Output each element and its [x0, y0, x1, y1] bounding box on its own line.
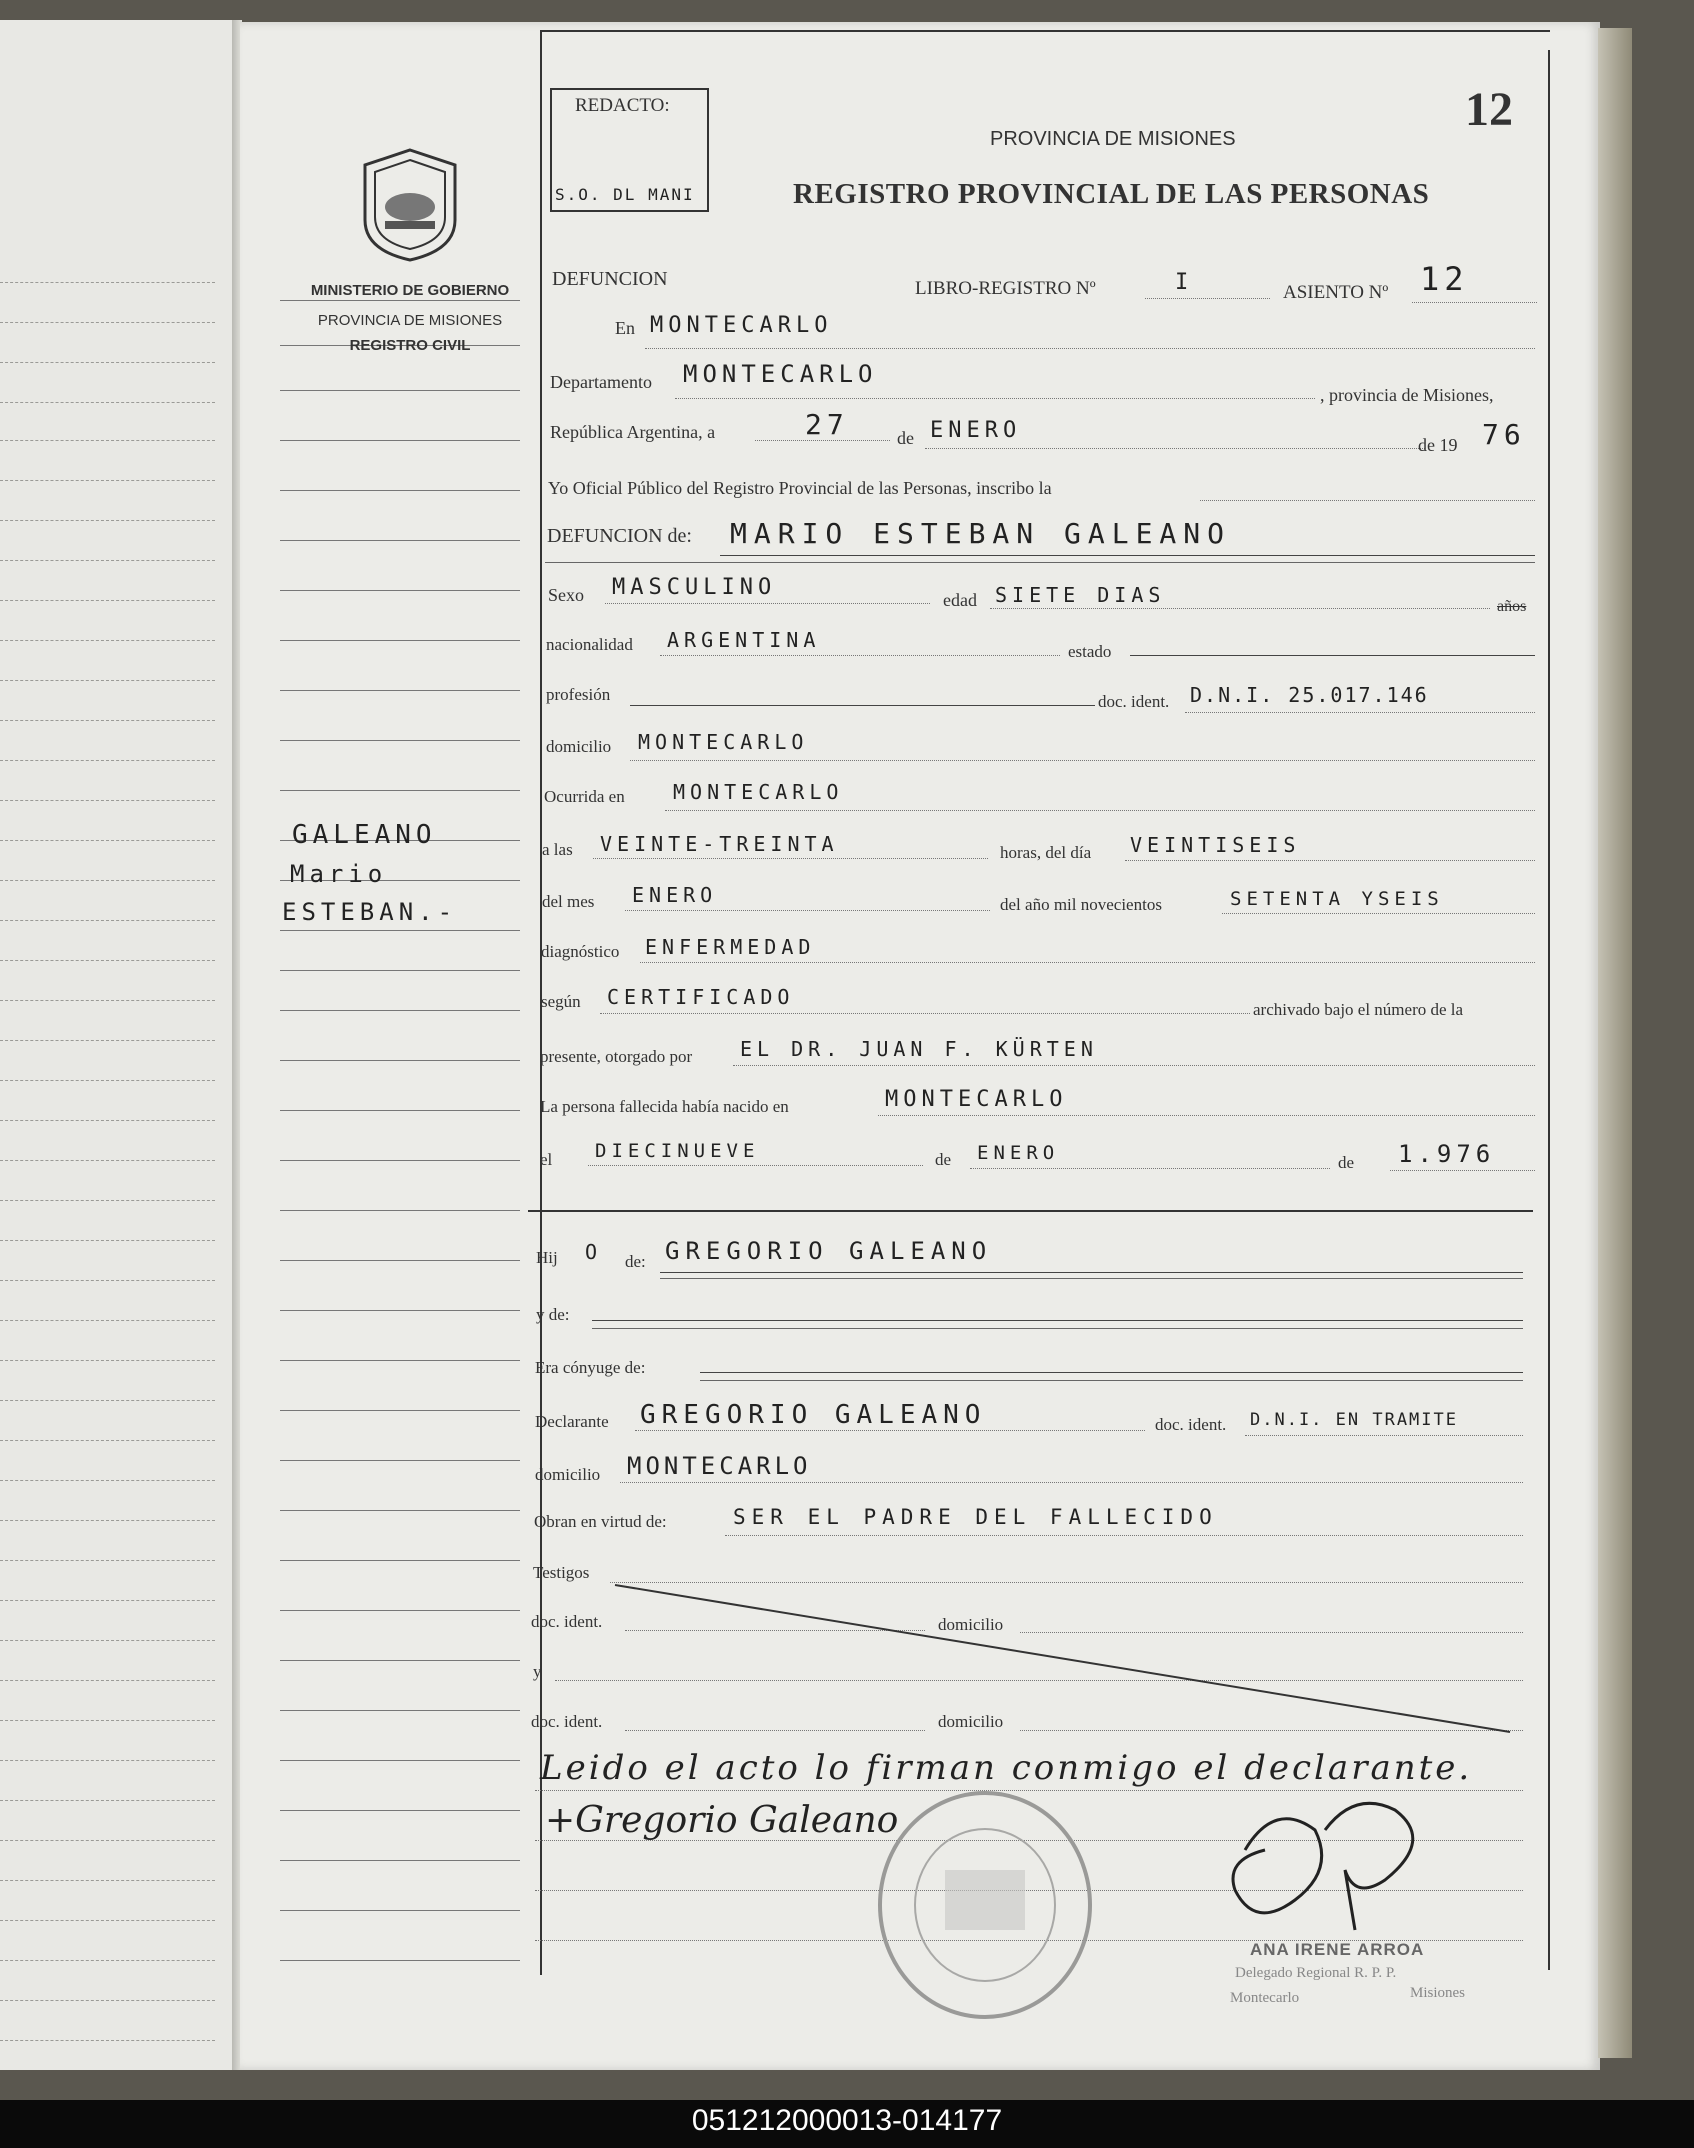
asiento-value: 12: [1420, 260, 1469, 298]
departamento-label: Departamento: [550, 372, 652, 392]
official-title: Delegado Regional R. P. P.: [1235, 1965, 1397, 1981]
obran-value: SER EL PADRE DEL FALLECIDO: [733, 1505, 1218, 1529]
conyuge-label: Era cónyuge de:: [535, 1358, 646, 1377]
edad-label: edad: [943, 590, 977, 610]
profesion-label: profesión: [546, 685, 611, 704]
testigo2-label: y: [533, 1662, 542, 1681]
presente-value: EL DR. JUAN F. KÜRTEN: [740, 1037, 1098, 1061]
margin-firstname: Mario: [290, 860, 388, 888]
departamento-value: MONTECARLO: [683, 360, 878, 388]
presente-label: presente, otorgado por: [540, 1047, 693, 1066]
estado-label: estado: [1068, 642, 1112, 661]
ocurrida-value: MONTECARLO: [673, 780, 844, 804]
redacto-label: REDACTO:: [575, 95, 670, 116]
hijo-label: Hij: [536, 1248, 558, 1267]
declarante-dom-value: MONTECARLO: [627, 1452, 812, 1480]
testigos-label: Testigos: [533, 1563, 590, 1582]
official-place1: Montecarlo: [1230, 1990, 1300, 2006]
republica-label: República Argentina, a: [550, 422, 716, 442]
asiento-label: ASIENTO Nº: [1283, 282, 1389, 303]
de-label: de: [897, 428, 914, 448]
obran-label: Obran en virtud de:: [534, 1512, 667, 1531]
ministry-line1: MINISTERIO DE GOBIERNO: [310, 282, 510, 299]
a-las-value: VEINTE-TREINTA: [600, 832, 839, 856]
y-de-label: y de:: [536, 1305, 570, 1324]
en-value: MONTECARLO: [650, 313, 833, 338]
document-id: 051212000013-014177: [691, 2104, 1003, 2137]
margin-middlename: ESTEBAN.-: [282, 898, 458, 926]
diagnostico-value: ENFERMEDAD: [645, 935, 816, 959]
ministry-line3: REGISTRO CIVIL: [349, 337, 471, 354]
hijo-suffix: O: [585, 1240, 603, 1264]
defuncion-label: DEFUNCION: [552, 268, 668, 290]
anos-label: años: [1497, 598, 1527, 615]
edad-value: SIETE DIAS: [995, 583, 1166, 607]
declarante-dom-label: domicilio: [535, 1465, 601, 1484]
de3-label: de: [1338, 1153, 1355, 1172]
form-frame-right: [1548, 50, 1550, 1970]
section-divider: [528, 1210, 1533, 1212]
testigo2-dom-label: domicilio: [938, 1712, 1004, 1731]
mes-value: ENERO: [930, 418, 1022, 443]
del-mes-label: del mes: [542, 892, 595, 911]
provincia-label: , provincia de Misiones,: [1320, 385, 1494, 405]
del-mes-value: ENERO: [632, 883, 718, 907]
declarante-value: GREGORIO GALEANO: [640, 1400, 987, 1430]
official-place2: Misiones: [1410, 1985, 1466, 2001]
defuncion-de-value: MARIO ESTEBAN GALEANO: [730, 517, 1232, 550]
declarante-doc-label: doc. ident.: [1155, 1415, 1227, 1434]
declarante-signature: +Gregorio Galeano: [545, 1800, 899, 1841]
coat-of-arms-seal: [355, 145, 465, 265]
de19-label: de 19: [1418, 435, 1458, 455]
hijo-de-label: de:: [625, 1252, 646, 1271]
anio-value: 76: [1482, 418, 1526, 451]
horas-label: horas, del día: [1000, 843, 1092, 862]
page-edge: [1598, 28, 1632, 2058]
official-round-stamp: [870, 1785, 1100, 2025]
form-frame-top: [540, 30, 1550, 32]
nacionalidad-value: ARGENTINA: [667, 628, 821, 652]
header-province: PROVINCIA DE MISIONES: [990, 128, 1236, 150]
oficial-text: Yo Oficial Público del Registro Provincial de las Personas, inscribo la: [548, 478, 1052, 498]
horas-value: VEINTISEIS: [1130, 833, 1301, 857]
testigo1-doc-label: doc. ident.: [531, 1612, 603, 1631]
el-value: DIECINUEVE: [595, 1140, 760, 1162]
official-name: ANA IRENE ARROA: [1250, 1940, 1425, 1959]
defuncion-de-label: DEFUNCION de:: [547, 525, 692, 547]
sexo-label: Sexo: [548, 585, 584, 605]
diagnostico-label: diagnóstico: [541, 942, 620, 961]
testigos-strike-line: [600, 1570, 1520, 1740]
archivado-label: archivado bajo el número de la: [1253, 1000, 1464, 1019]
ocurrida-label: Ocurrida en: [544, 787, 625, 806]
official-signature: [1215, 1790, 1455, 1940]
declarante-doc-value: D.N.I. EN TRAMITE: [1250, 1410, 1458, 1430]
sexo-value: MASCULINO: [612, 575, 777, 600]
margin-surname: GALEANO: [292, 820, 437, 850]
segun-label: según: [541, 992, 581, 1011]
domicilio-label: domicilio: [546, 737, 612, 756]
page-number: 12: [1465, 83, 1513, 136]
declarante-label: Declarante: [535, 1412, 609, 1431]
libro-value: I: [1175, 270, 1194, 295]
en-label: En: [615, 318, 635, 338]
ministry-line2: PROVINCIA DE MISIONES: [317, 312, 503, 329]
nacido-value: MONTECARLO: [885, 1087, 1068, 1112]
doc-ident-value: D.N.I. 25.017.146: [1190, 683, 1429, 707]
del-anio-value: SETENTA YSEIS: [1230, 888, 1444, 910]
a-las-label: a las: [542, 840, 573, 859]
domicilio-value: MONTECARLO: [638, 730, 809, 754]
doc-ident-label: doc. ident.: [1098, 692, 1170, 711]
de2-value: ENERO: [977, 1142, 1060, 1164]
de2-label: de: [935, 1150, 952, 1169]
libro-label: LIBRO-REGISTRO Nº: [915, 278, 1096, 299]
leido-text: Leido el acto lo firman conmigo el declarante.: [540, 1748, 1473, 1788]
el-label: el: [540, 1150, 553, 1169]
testigo2-doc-label: doc. ident.: [531, 1712, 603, 1731]
del-anio-label: del año mil novecientos: [1000, 895, 1162, 914]
segun-value: CERTIFICADO: [607, 985, 795, 1009]
left-page: [0, 20, 234, 2070]
dia-value: 27: [805, 408, 849, 441]
nacido-label: La persona fallecida había nacido en: [540, 1097, 789, 1116]
de3-value: 1.976: [1398, 1140, 1496, 1168]
testigo1-dom-label: domicilio: [938, 1615, 1004, 1634]
hijo-value: GREGORIO GALEANO: [665, 1237, 993, 1265]
redacto-value: S.O. DL MANI: [555, 185, 695, 204]
nacionalidad-label: nacionalidad: [546, 635, 633, 654]
header-registry: REGISTRO PROVINCIAL DE LAS PERSONAS: [793, 178, 1430, 210]
